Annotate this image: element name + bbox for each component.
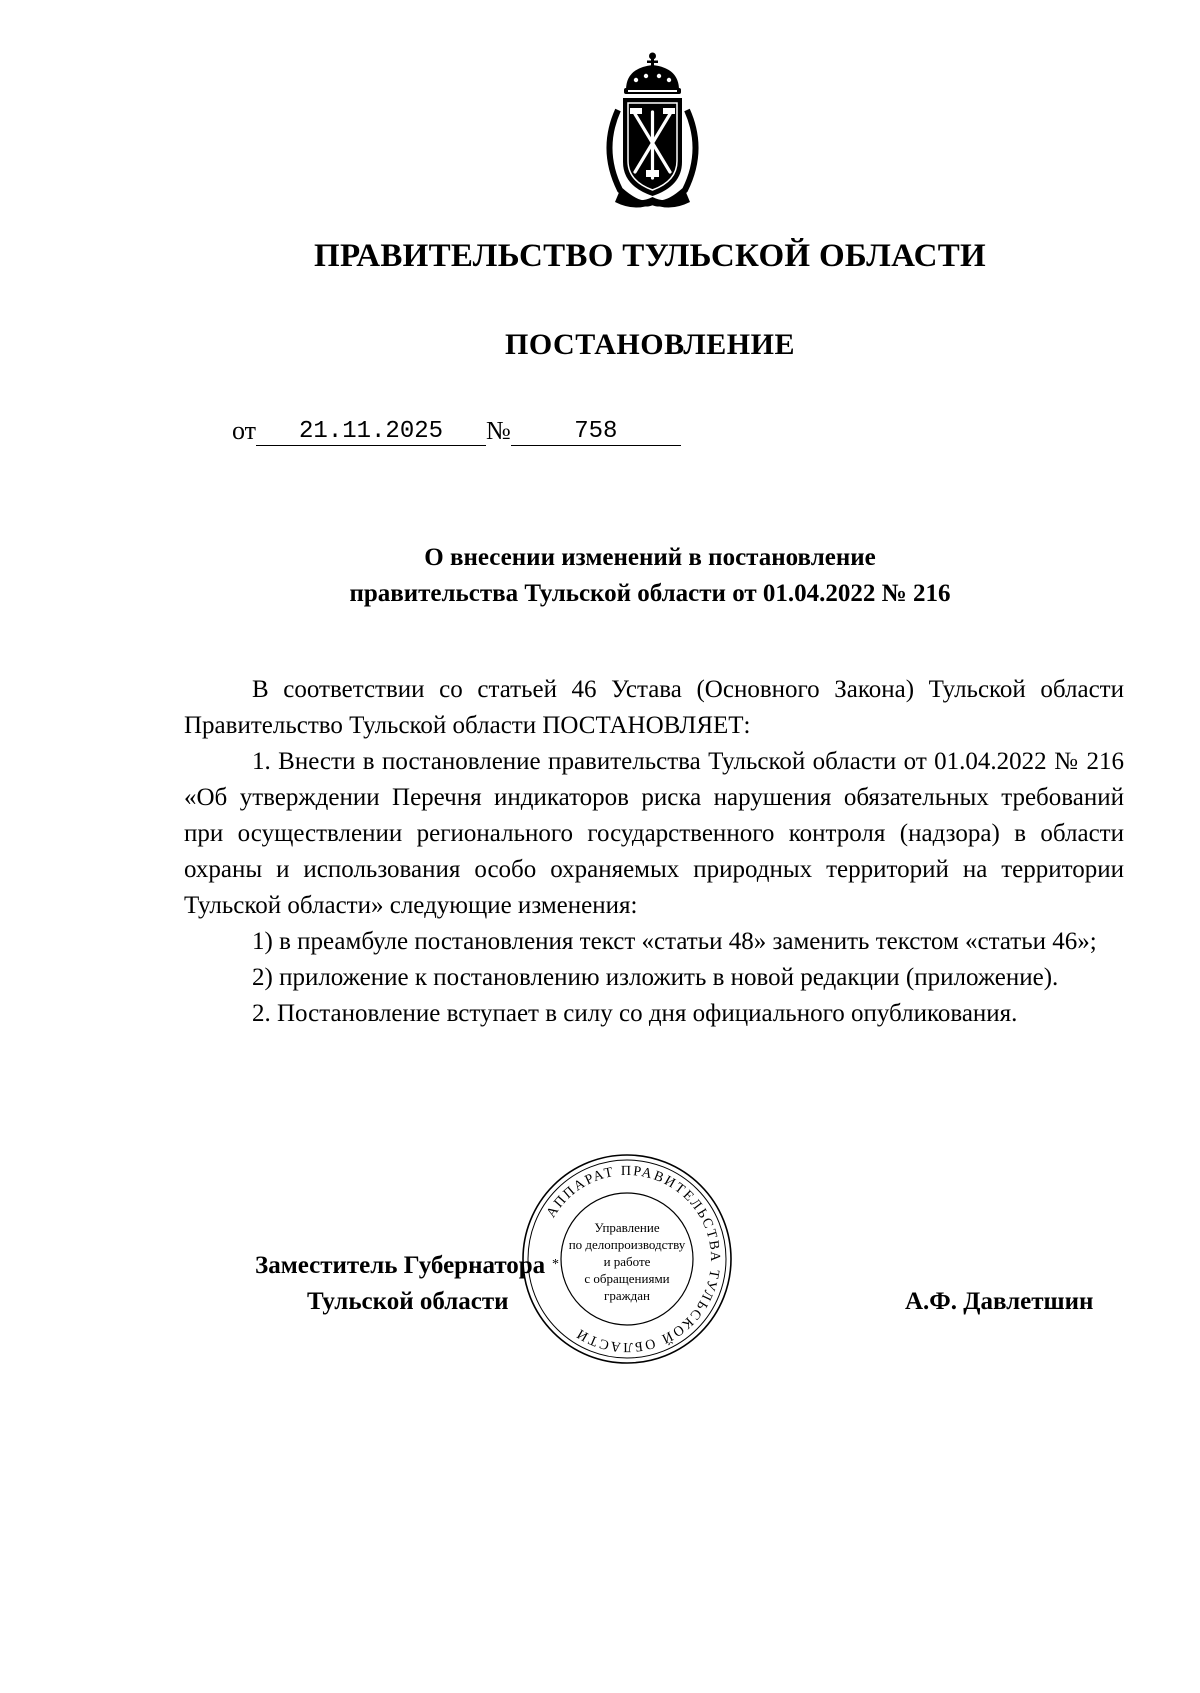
seal-line-4: с обращениями (584, 1271, 670, 1286)
number-label: № (486, 416, 511, 445)
subclause-1-paragraph: 1) в преамбуле постановления текст «статьи 48» заменить текстом «статьи 46»; (252, 928, 1097, 955)
seal-star-icon: * (552, 1257, 559, 1272)
seal-line-1: Управление (594, 1220, 660, 1235)
document-type: ПОСТАНОВЛЕНИЕ (505, 328, 795, 361)
seal-ring-text: АППАРАТ ПРАВИТЕЛЬСТВА ТУЛЬСКОЙ ОБЛАСТИ (543, 1163, 723, 1355)
tula-coat-of-arms-icon (590, 50, 715, 210)
date-number-line (232, 416, 681, 446)
seal-line-3: и работе (603, 1254, 651, 1269)
clause-1-paragraph: 1. Внести в постановление правительства Тульской области от 01.04.2022 № 216 «Об утверждении Перечня индикаторов риска нарушения обязательных требований при осуществлении регионального государственного контроля (надзора) в области охраны и использования особо охраняемых природных территорий на территории Тульской области» следующие изменения: (184, 748, 1124, 919)
clause-2-paragraph: 2. Постановление вступает в силу со дня официального опубликования. (252, 1000, 1018, 1027)
document-number: 758 (511, 419, 681, 446)
signer-position-line-2: Тульской области (307, 1288, 509, 1315)
preamble-paragraph: В соответствии со статьей 46 Устава (Основного Закона) Тульской области Правительство Тульской области ПОСТАНОВЛЯЕТ: (184, 676, 1124, 739)
signer-position (255, 1248, 545, 1320)
document-body (184, 672, 1124, 1032)
official-seal (520, 1152, 734, 1366)
seal-line-2: по делопроизводству (568, 1237, 686, 1252)
signer-name: А.Ф. Давлетшин (905, 1288, 1094, 1315)
subject-line-2: правительства Тульской области от 01.04.2022 № 216 (349, 580, 951, 607)
from-label: от (232, 416, 257, 445)
subject-line-1: О внесении изменений в постановление (424, 544, 876, 571)
organization-title: ПРАВИТЕЛЬСТВО ТУЛЬСКОЙ ОБЛАСТИ (314, 238, 986, 274)
seal-line-5: граждан (604, 1288, 650, 1303)
subclause-2-paragraph: 2) приложение к постановлению изложить в новой редакции (приложение). (252, 964, 1059, 991)
signer-position-line-1: Заместитель Губернатора (255, 1252, 546, 1279)
document-subject (0, 540, 1200, 612)
document-date: 21.11.2025 (256, 419, 486, 446)
